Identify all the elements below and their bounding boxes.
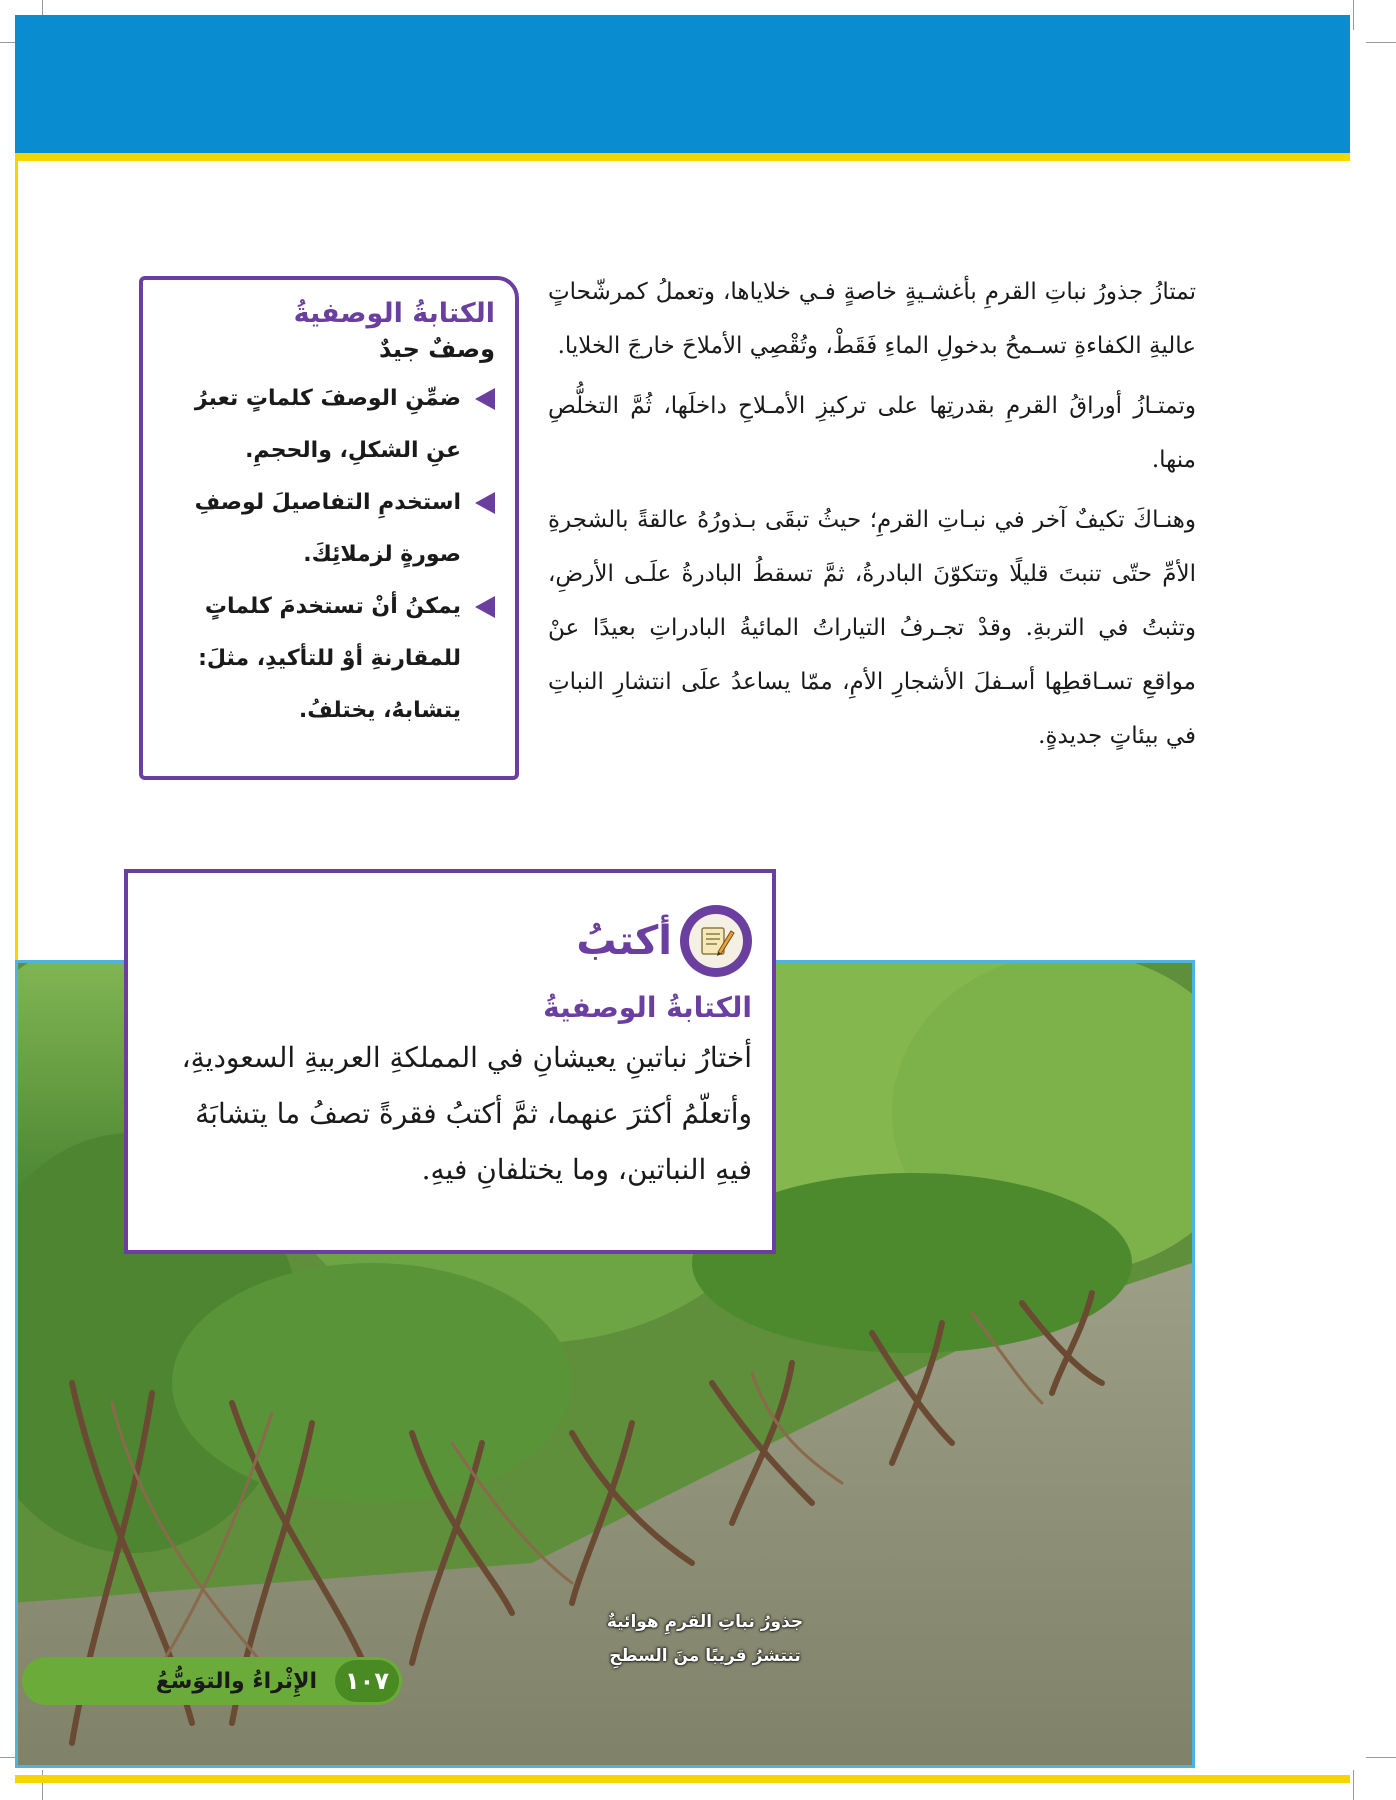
write-activity-box bbox=[124, 869, 776, 1254]
tip-item-text: استخدمِ التفاصيلَ لوصفِ صورةٍ لزملائِكَ. bbox=[194, 490, 461, 567]
left-margin-rule bbox=[15, 161, 18, 961]
tip-subtitle: وصفٌ جيدٌ bbox=[378, 335, 495, 363]
descriptive-writing-tip-box bbox=[139, 276, 519, 780]
page-footer bbox=[22, 1657, 402, 1705]
footer-stripe bbox=[15, 1775, 1350, 1783]
tip-title: الكتابةُ الوصفيةُ bbox=[293, 298, 495, 329]
tip-item-text: ضمِّنِ الوصفَ كلماتٍ تعبرُ عنِ الشكلِ، والحجمِ. bbox=[194, 386, 461, 463]
paragraph: تمتازُ جذورُ نباتِ القرمِ بأغشـيةٍ خاصةٍ فـي خلاياها، وتعملُ كمرشّحاتٍ عاليةِ الكفاءةِ تسـمحُ بدخولِ الماءِ فَقَطْ، وتُقْصِي الأملاحَ خارجَ الخلايا. bbox=[548, 279, 1196, 359]
write-prompt: أختارُ نباتينِ يعيشانِ في المملكةِ العربيةِ السعوديةِ، وأتعلّمُ أكثرَ عنهما، ثمَّ أكتبُ فقرةً تصفُ ما يتشابَهُ فيهِ النباتين، وما يختلفانِ فيهِ. bbox=[181, 1041, 752, 1186]
crop-mark bbox=[1366, 1757, 1396, 1758]
write-heading-row bbox=[150, 905, 752, 977]
tip-item bbox=[167, 477, 495, 581]
pencil-note-icon bbox=[697, 922, 735, 960]
write-heading: أكتبُ bbox=[576, 918, 672, 964]
write-title: الكتابةُ الوصفيةُ bbox=[543, 991, 752, 1024]
crop-mark bbox=[1353, 1770, 1354, 1800]
triangle-bullet-icon bbox=[475, 596, 495, 618]
crop-mark bbox=[1366, 42, 1396, 43]
paragraph: وتمتـازُ أوراقُ القرمِ بقدرتِها على تركيزِ الأمـلاحِ داخلَها، ثُمَّ التخلُّصِ منها. bbox=[548, 393, 1196, 473]
caption-line: تنتشرُ قريبًا منَ السطحِ bbox=[609, 1646, 801, 1666]
tip-list bbox=[167, 373, 495, 737]
header-stripe bbox=[15, 153, 1350, 161]
paragraph: وهنـاكَ تكيفٌ آخر في نبـاتِ القرمِ؛ حيثُ تبقَى بـذورُهُ عالقةً بالشجرةِ الأمِّ حتّى تنبتَ قليلًا وتتكوّنَ البادرةُ، ثمَّ تسقطُ البادرةُ علَـى الأرضِ، وتثبتُ في التربةِ. وقدْ تجـرفُ التياراتُ المائيةُ البادراتِ بعيدًا عنْ مواقعِ تسـاقطِها أسـفلَ الأشجارِ الأمِ، ممّا يساعدُ علَى انتشارِ النباتِ في بيئاتٍ جديدةٍ. bbox=[548, 507, 1196, 749]
tip-item bbox=[167, 373, 495, 477]
triangle-bullet-icon bbox=[475, 492, 495, 514]
triangle-bullet-icon bbox=[475, 388, 495, 410]
crop-mark bbox=[1353, 0, 1354, 30]
photo-caption bbox=[590, 1605, 820, 1673]
header-banner bbox=[15, 15, 1350, 153]
caption-line: جذورُ نباتِ القرمِ هوائيةٌ bbox=[606, 1612, 804, 1632]
main-text bbox=[548, 265, 1196, 769]
page-number: ١٠٧ bbox=[335, 1660, 399, 1702]
tip-item-text: يمكنُ أنْ تستخدمَ كلماتٍ للمقارنةِ أوْ للتأكيدِ، مثلَ: يتشابهُ، يختلفُ. bbox=[198, 594, 461, 723]
writing-pencil-icon bbox=[680, 905, 752, 977]
tip-item bbox=[167, 581, 495, 737]
section-label: الإِثْراءُ والتوَسُّعُ bbox=[155, 1668, 317, 1694]
